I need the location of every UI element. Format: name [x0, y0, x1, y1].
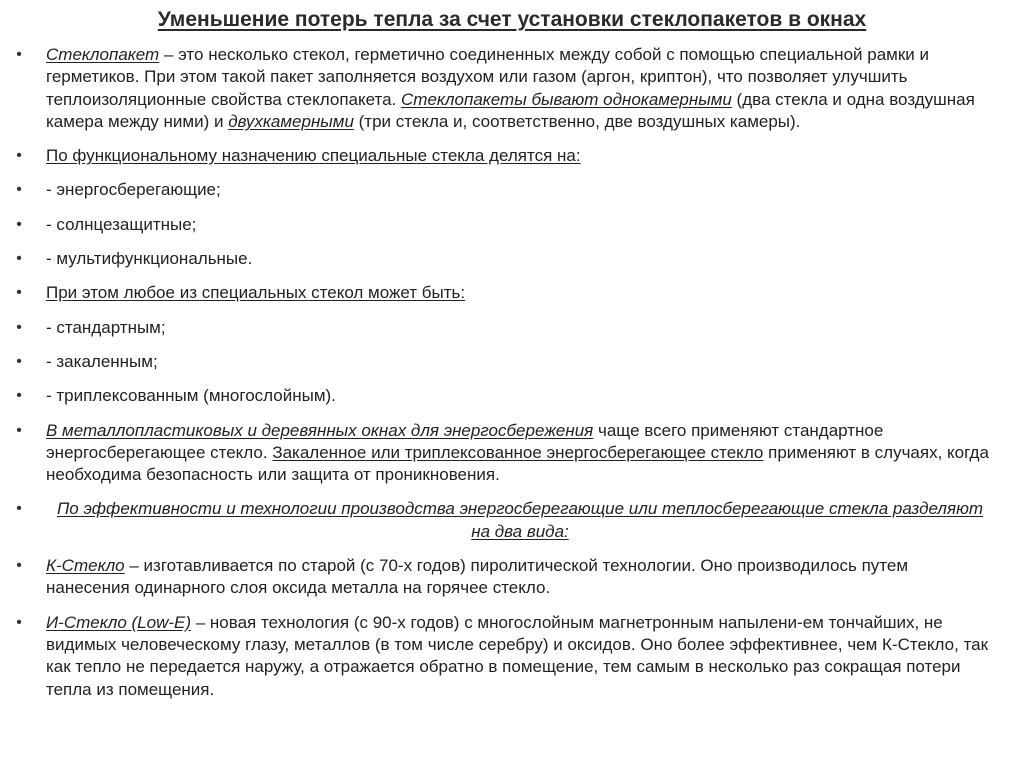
types-text-1: (два стекла и одна воздушная камера между ними) и: [46, 89, 975, 131]
windows-text-1: чаще всего применяют стандартное энергосберегающее стекло.: [46, 420, 884, 462]
term-two-chamber: двухкамерными: [228, 111, 354, 131]
bullet-icon: •: [16, 613, 22, 631]
term-steklopaket: Стеклопакет: [46, 45, 160, 64]
bullet-icon: •: [16, 352, 22, 370]
item-text: - триплексованным (многослойным).: [46, 386, 336, 406]
bullet-icon: •: [16, 46, 22, 63]
term-windows: В металлопластиковых и деревянных окнах для энергосбережения: [46, 420, 594, 440]
list-item-k-glass: [0, 555, 1024, 600]
item-text: - энергосберегающие;: [46, 180, 221, 200]
list-item-standard: [0, 317, 1024, 339]
list-item-efficiency-heading: [0, 498, 1024, 543]
list-item-triplex: [0, 385, 1024, 407]
windows-text-2: применяют в случаях, когда необходима безопасность или защита от проникновения.: [46, 442, 989, 485]
k-glass-text: – изготавливается по старой (с 70-х годов) пиролитической технологии. Оно производилось путем нанесения одинарного слоя оксида металла на горячее стекло.: [46, 556, 909, 598]
item-text: - стандартным;: [46, 317, 166, 337]
bullet-icon: •: [16, 387, 22, 405]
term-types: Стеклопакеты бывают однокамерными: [401, 89, 732, 109]
term-tempered-glass: Закаленное или триплексованное энергосберегающее стекло: [272, 442, 764, 462]
bullet-icon: •: [16, 318, 22, 336]
list-item-sun: [0, 214, 1024, 236]
bullet-icon: •: [16, 250, 22, 268]
slide-title: Уменьшение потерь тепла за счет установки стеклопакетов в окнах: [157, 8, 867, 31]
bullet-list: [0, 44, 1024, 701]
bullet-icon: •: [16, 181, 22, 199]
types-heading: При этом любое из специальных стекол может быть:: [46, 283, 466, 303]
list-item-i-glass: [0, 612, 1024, 701]
i-glass-text: – новая технология (с 90-х годов) с многослойным магнетронным напылени-ем тончайших, не видимых человеческому глазу, металлов (в том числе серебру) и оксидов. Оно более эффективнее, чем К-Стекло, так как тепло не передается наружу, а отражается обратно в помещение, тем самым в несколько раз сокращая потери тепла из помещения.: [46, 612, 989, 699]
list-item-types-heading: [0, 282, 1024, 304]
item-text: - мультифункциональные.: [46, 249, 253, 269]
list-item-function-heading: [0, 145, 1024, 167]
efficiency-heading: По эффективности и технологии производства энергосберегающие или теплосберегающие стекла разделяют на два вида:: [56, 499, 984, 541]
bullet-icon: •: [16, 215, 22, 233]
bullet-icon: •: [16, 147, 22, 165]
list-item-definition: [0, 44, 1024, 133]
function-heading: По функциональному назначению специальные стекла делятся на:: [46, 146, 581, 166]
bullet-icon: •: [16, 557, 22, 575]
types-text-2: (три стекла и, соответственно, две воздушных камеры).: [353, 111, 801, 131]
term-i-glass: И-Стекло (Low-E): [46, 612, 192, 632]
term-k-glass: К-Стекло: [46, 556, 125, 576]
list-item-energy: [0, 179, 1024, 201]
definition-text: – это несколько стекол, герметично соединенных между собой с помощью специальной рамки и герметиков. При этом такой пакет заполняется воздухом или газом (аргон, криптон), что позволяет улучшить теплоизоляционные свойства стеклопакета.: [46, 45, 929, 109]
bullet-icon: •: [16, 500, 22, 518]
list-item-tempered: [0, 351, 1024, 373]
list-item-windows: [0, 420, 1024, 487]
bullet-icon: •: [16, 421, 22, 439]
item-text: - закаленным;: [46, 351, 158, 371]
item-text: - солнцезащитные;: [46, 214, 197, 234]
bullet-icon: •: [16, 284, 22, 302]
list-item-multi: [0, 248, 1024, 270]
